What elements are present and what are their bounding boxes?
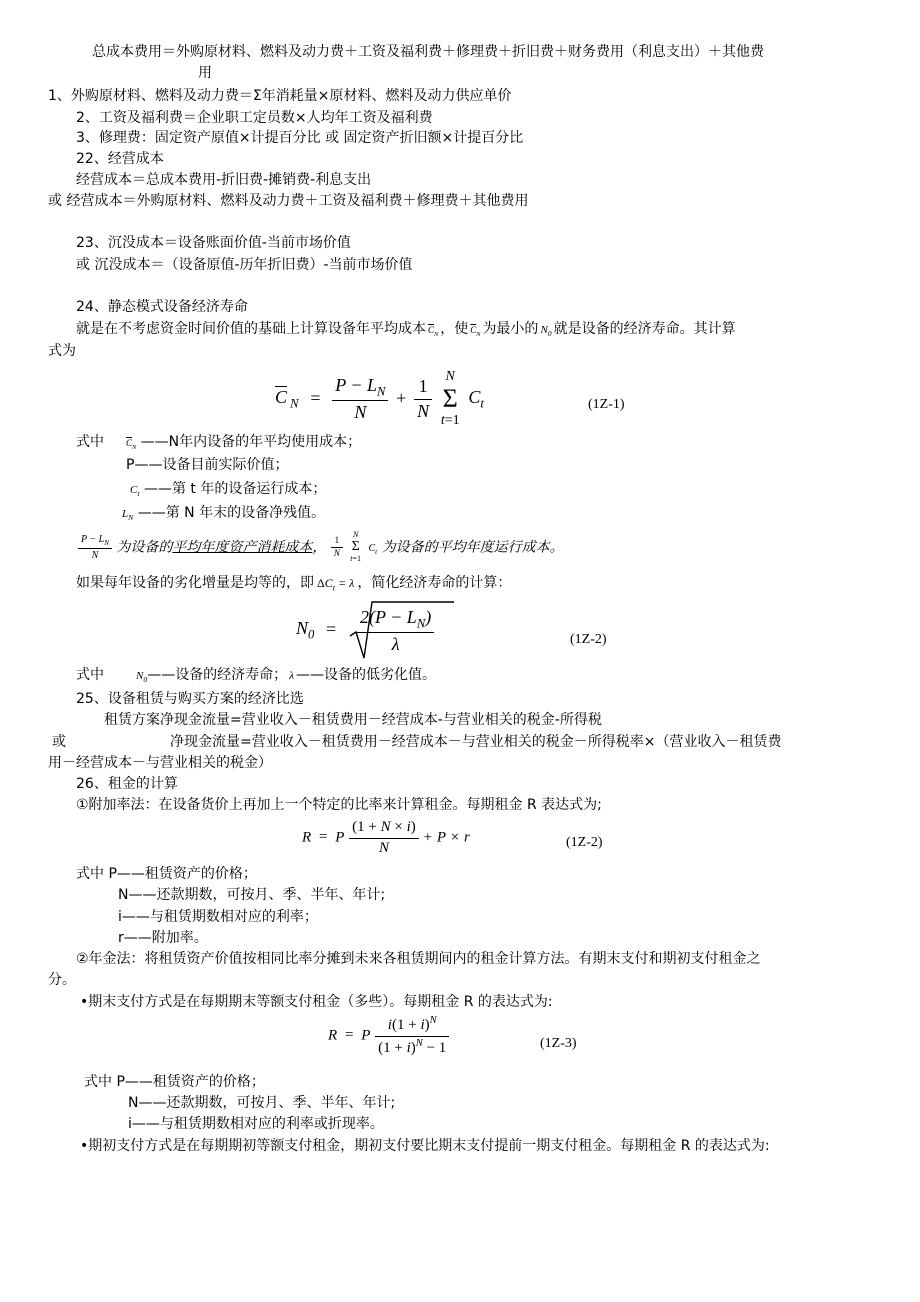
total-cost-formula-cont: 用 — [198, 65, 212, 81]
definition-part-2: ，使 — [440, 321, 469, 337]
operating-cost-formula-alt: 或 经营成本＝外购原材料、燃料及动力费＋工资及福利费＋修理费＋其他费用 — [48, 193, 529, 209]
where-cn-desc: ——N年内设备的年平均使用成本； — [140, 434, 362, 450]
cn-bar-symbol-3: $\overline{C}_N$ — [126, 438, 137, 451]
equation-1z-1: $\overline{C}$ $_N$ = $\frac{P - L_N}{N}$ + $\frac{1}{N}$ N Σ t=1 $C_t$ — [275, 369, 484, 429]
equation-number-add-on: (1Z-2) — [566, 835, 603, 850]
where-n0-desc: ——设备的经济寿命； — [147, 667, 288, 683]
formula-intro: 式为 — [48, 343, 76, 359]
lease-cashflow-formula: 租赁方案净现金流量=营业收入－租赁费用－经营成本-与营业相关的税金-所得税 — [104, 712, 602, 728]
where-n-periods-2: N——还款期数，可按月、季、半年、年计; — [128, 1095, 396, 1111]
lease-cashflow-formula-alt: 净现金流量=营业收入－租赁费用－经营成本－与营业相关的税金－所得税率×（营业收入－租赁费 — [170, 734, 782, 750]
where-label-1: 式中 — [76, 434, 104, 450]
definition-part-3: 为最小的 — [482, 321, 539, 337]
where-ct-desc: ——第 t 年的设备运行成本； — [143, 481, 327, 497]
where-i-rate: i——与租赁期数相对应的利率； — [118, 909, 318, 925]
definition-part-1: 就是在不考虑资金时间价值的基础上计算设备年平均成本 — [76, 321, 426, 337]
beginning-payment-method: •期初支付方式是在每期期初等额支付租金，期初支付要比期末支付提前一期支付租金。每期租金 R 的表达式为: — [80, 1138, 770, 1154]
note-underlined: 平均年度资产消耗成本 — [172, 539, 313, 556]
where-p: P——设备目前实际价值； — [126, 457, 289, 473]
where-n0-lambda: $N_0——$设备的经济寿命； λ ——设备的低劣化值。 — [136, 667, 436, 685]
end-payment-method: •期末支付方式是在每期期末等额支付租金（多些）。每期租金 R 的表达式为: — [80, 994, 553, 1010]
section-24-heading: 24、静态模式设备经济寿命 — [76, 299, 248, 315]
cn-bar-symbol: $\overline{C}_N$ — [428, 325, 439, 338]
section-22-heading: 22、经营成本 — [76, 151, 164, 167]
where-ln: $L_N$ ——第 N 年末的设备净残值。 — [122, 505, 326, 523]
economic-life-definition — [76, 320, 736, 339]
equation-add-on-rate: R = P $\frac{(1 + N \times i)}{N}$ + P × r — [302, 819, 470, 856]
cost-components-note: $\frac{P - L_N}{N}$ 为设备的平均年度资产消耗成本， $\frac{1}{N}$ N Σ t=1 $C_t$ 为设备的平均年度运行成本。 — [78, 530, 564, 565]
annuity-method-cont: 分。 — [48, 972, 76, 988]
total-cost-formula: 总成本费用＝外购原材料、燃料及动力费＋工资及福利费＋修理费＋折旧费＋财务费用（利息支出）＋其他费 — [92, 44, 764, 60]
where-ct: $C_t$ ——第 t 年的设备运行成本； — [130, 481, 327, 499]
delta-ct-symbol: $\Delta C_t = \lambda$ — [317, 576, 355, 593]
equation-1z-2: $N_0$ = — [296, 598, 456, 662]
equation-number-1z-1: (1Z-1) — [588, 397, 625, 412]
sqrt-fraction: $\frac{2(P - L_N)}{\lambda}$ — [357, 606, 434, 656]
item-2: 2、工资及福利费＝企业职工定员数×人均年工资及福利费 — [76, 110, 433, 126]
where-label-4: 式中 P——租赁资产的价格； — [84, 1074, 265, 1090]
where-r-rate: r——附加率。 — [118, 930, 208, 946]
where-lambda-desc: ——设备的低劣化值。 — [295, 667, 436, 683]
condition-part-2: ，简化经济寿命的计算： — [357, 575, 512, 591]
sunk-cost-formula-alt: 或 沉没成本＝（设备原值-历年折旧费）-当前市场价值 — [76, 257, 413, 273]
deterioration-condition — [76, 574, 511, 594]
note-comma: ， — [312, 539, 327, 556]
operating-cost-formula: 经营成本＝总成本费用-折旧费-摊销费-利息支出 — [76, 172, 372, 188]
n0-symbol: $N_0$ — [540, 324, 552, 339]
equation-number-1z-3: (1Z-3) — [540, 1036, 577, 1051]
lease-cashflow-formula-alt-cont: 用－经营成本－与营业相关的税金） — [48, 755, 272, 771]
where-i-rate-2: i——与租赁期数相对应的利率或折现率。 — [128, 1116, 384, 1132]
section-25-heading: 25、设备租赁与购买方案的经济比选 — [76, 691, 304, 707]
equation-number-1z-2: (1Z-2) — [570, 632, 607, 647]
where-label-2: 式中 — [76, 667, 104, 683]
add-on-rate-method: ①附加率法：在设备货价上再加上一个特定的比率来计算租金。每期租金 R 表达式为; — [76, 797, 602, 813]
note-part-2: 为设备的平均年度运行成本。 — [381, 539, 564, 556]
condition-part-1: 如果每年设备的劣化增量是均等的，即 — [76, 575, 314, 591]
where-ln-desc: ——第 N 年末的设备净残值。 — [137, 505, 326, 521]
where-cn — [126, 433, 361, 452]
where-label-3: 式中 P——租赁资产的价格； — [76, 866, 257, 882]
section-23-heading: 23、沉没成本＝设备账面价值-当前市场价值 — [76, 235, 351, 251]
where-n-periods: N——还款期数，可按月、季、半年、年计; — [118, 887, 386, 903]
item-3: 3、修理费：固定资产原值×计提百分比 或 固定资产折旧额×计提百分比 — [76, 130, 524, 146]
definition-part-4: 就是设备的经济寿命。其计算 — [553, 321, 736, 337]
cn-bar-symbol-2: $\overline{C}_N$ — [470, 325, 481, 338]
section-26-heading: 26、租金的计算 — [76, 776, 178, 792]
note-part-1: 为设备的 — [116, 539, 173, 556]
equation-1z-3: R = P $\frac{i(1 + i)^N}{(1 + i)^N - 1}$ — [328, 1014, 449, 1058]
annuity-method: ②年金法：将租赁资产价值按相同比率分摊到未来各租赁期间内的租金计算方法。有期末支付和期初支付租金之 — [76, 951, 761, 967]
lease-cashflow-or: 或 — [52, 734, 66, 750]
item-1: 1、外购原材料、燃料及动力费＝Σ年消耗量×原材料、燃料及动力供应单价 — [48, 88, 512, 104]
